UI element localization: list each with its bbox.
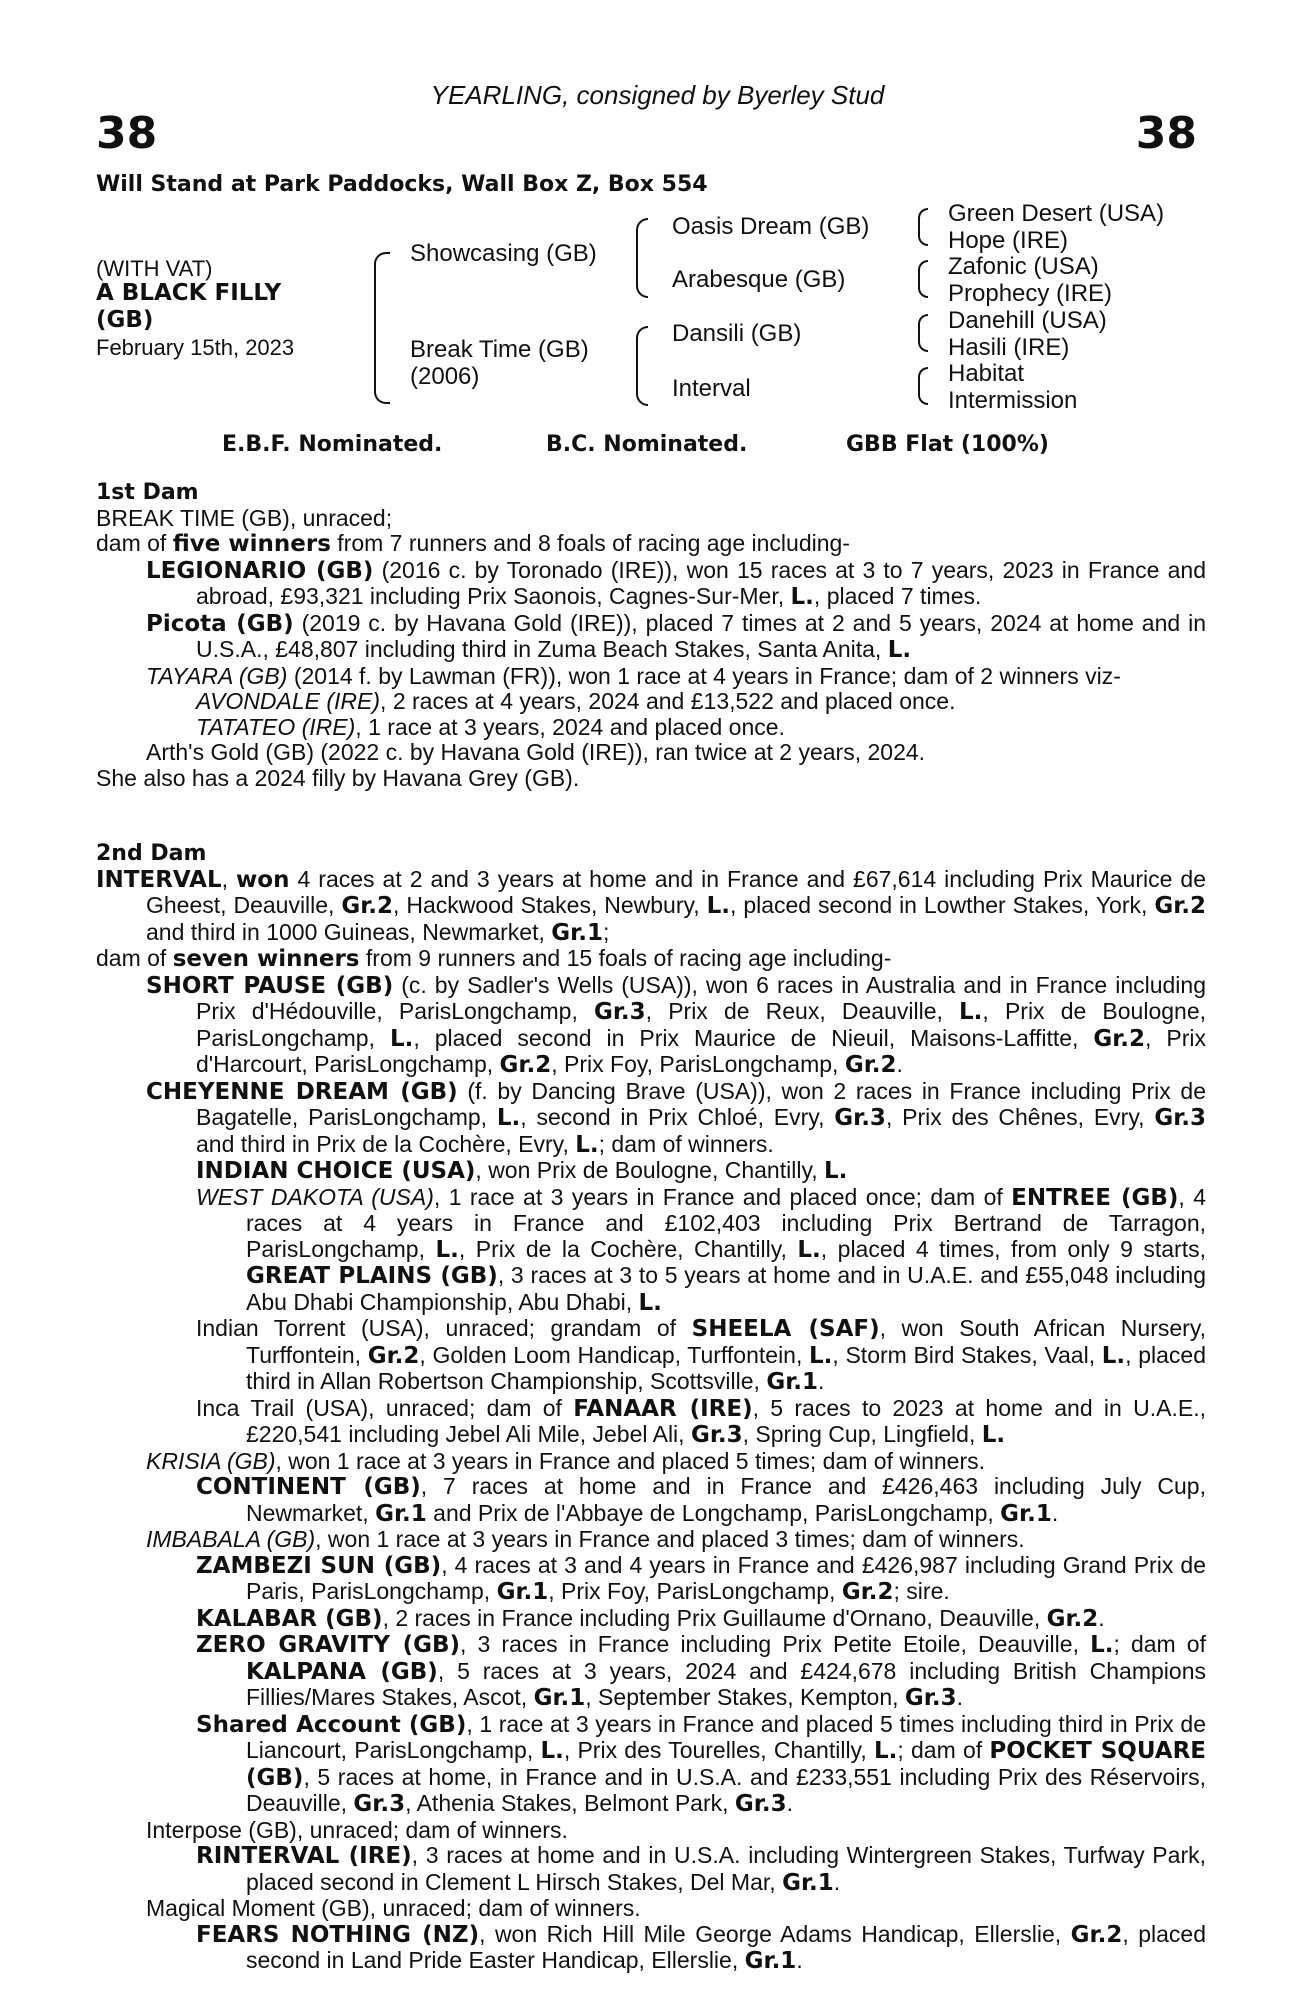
- pedigree-brace-main: [374, 252, 390, 404]
- ancestor-8: Intermission: [948, 387, 1078, 414]
- produce-2024-filly: She also has a 2024 filly by Havana Grey (GB).: [96, 764, 580, 791]
- produce-zero-gravity: ZERO GRAVITY (GB), 3 races in France including Prix Petite Etoile, Deauville, L.; dam of KALPANA (GB), 5 races at 3 years, 2024 and £424,678 including British Champions Fillies/Mares Stakes, Ascot, Gr.1, September Stakes, Kempton, Gr.3.: [196, 1631, 1206, 1711]
- ancestor-5: Danehill (USA): [948, 307, 1107, 334]
- pedigree-brace-g2: [918, 260, 928, 298]
- foaling-date: February 15th, 2023: [96, 335, 295, 360]
- ancestor-1: Green Desert (USA): [948, 200, 1165, 227]
- bc-nomination: B.C. Nominated.: [546, 432, 748, 457]
- produce-shared-account: Shared Account (GB), 1 race at 3 years in France and placed 5 times including third in Prix de Liancourt, ParisLongchamp, L., Prix des Tourelles, Chantilly, L.; dam of POCKET SQUARE (GB), 5 races at home, in France and in U.S.A. and £233,551 including Prix des Réservoirs, Deauville, Gr.3, Athenia Stakes, Belmont Park, Gr.3.: [196, 1710, 1207, 1817]
- dam-sire: Dansili (GB): [672, 320, 802, 347]
- pedigree-brace-sire: [636, 218, 648, 298]
- produce-avondale: AVONDALE (IRE), 2 races at 4 years, 2024 and £13,522 and placed once.: [196, 688, 956, 714]
- sire-dam: Arabesque (GB): [672, 266, 846, 293]
- dam-dam: Interval: [672, 375, 751, 402]
- dam-year: (2006): [410, 363, 480, 390]
- interval-record: INTERVAL, won 4 races at 2 and 3 years at home and in France and £67,614 including Prix Maurice de Gheest, Deauville, Gr.2, Hackwood Stakes, Newbury, L., placed second in Lowther Stakes, York, Gr.2 and third in 1000 Guineas, Newmarket, Gr.1;: [96, 865, 1206, 946]
- produce-rinterval: RINTERVAL (IRE), 3 races at home and in U.S.A. including Wintergreen Stakes, Turfway Park, placed second in Clement L Hirsch Stakes, Del Mar, Gr.1.: [196, 1842, 1206, 1896]
- ancestor-3: Zafonic (USA): [948, 253, 1099, 280]
- first-dam-line: BREAK TIME (GB), unraced;: [96, 504, 393, 531]
- produce-imbabala: IMBABALA (GB), won 1 race at 3 years in France and placed 3 times; dam of winners.: [146, 1526, 1025, 1552]
- produce-arths-gold: Arth's Gold (GB) (2022 c. by Havana Gold (IRE)), ran twice at 2 years, 2024.: [146, 739, 926, 765]
- stand-location: Will Stand at Park Paddocks, Wall Box Z, Box 554: [96, 172, 708, 197]
- produce-tayara: TAYARA (GB) (2014 f. by Lawman (FR)), won 1 race at 4 years in France; dam of 2 winners viz-: [146, 662, 1121, 689]
- gbb-nomination: GBB Flat (100%): [846, 432, 1049, 457]
- produce-tatateo: TATATEO (IRE), 1 race at 3 years, 2024 and placed once.: [196, 713, 785, 740]
- produce-short-pause: SHORT PAUSE (GB) (c. by Sadler's Wells (USA)), won 6 races in Australia and in France including Prix d'Hédouville, ParisLongchamp, Gr.3, Prix de Reux, Deauville, L., Prix de Boulogne, ParisLongchamp, L., placed second in Prix Maurice de Nieuil, Maisons-Laffitte, Gr.2, Prix d'Harcourt, ParisLongchamp, Gr.2, Prix Foy, ParisLongchamp, Gr.2.: [146, 971, 1206, 1078]
- lot-number-left: 38: [96, 108, 158, 159]
- pedigree-brace-g1: [918, 208, 928, 246]
- produce-cheyenne-dream: CHEYENNE DREAM (GB) (f. by Dancing Brave (USA)), won 2 races in France including Prix de Bagatelle, ParisLongchamp, L., second in Prix Chloé, Evry, Gr.3, Prix des Chênes, Evry, Gr.3 and third in Prix de la Cochère, Evry, L.; dam of winners.: [146, 1077, 1206, 1158]
- produce-indian-torrent: Indian Torrent (USA), unraced; grandam of SHEELA (SAF), won South African Nursery, Turffontein, Gr.2, Golden Loom Handicap, Turffontein, L., Storm Bird Stakes, Vaal, L., placed third in Allan Robertson Championship, Scottsville, Gr.1.: [196, 1315, 1206, 1395]
- second-dam-heading: 2nd Dam: [96, 841, 207, 866]
- produce-fears-nothing: FEARS NOTHING (NZ), won Rich Hill Mile George Adams Handicap, Ellerslie, Gr.2, placed second in Land Pride Easter Handicap, Ellerslie, Gr.1.: [196, 1920, 1206, 1974]
- ancestor-7: Habitat: [948, 360, 1025, 387]
- produce-inca-trail: Inca Trail (USA), unraced; dam of FANAAR (IRE), 5 races to 2023 at home and in U.A.E., £220,541 including Jebel Ali Mile, Jebel Ali, Gr.3, Spring Cup, Lingfield, L.: [196, 1394, 1206, 1448]
- produce-indian-choice: INDIAN CHOICE (USA), won Prix de Boulogne, Chantilly, L.: [196, 1157, 848, 1184]
- lot-number-right: 38: [1135, 108, 1197, 159]
- first-dam-heading: 1st Dam: [96, 480, 199, 505]
- dam: Break Time (GB): [410, 336, 589, 363]
- produce-picota: Picota (GB) (2019 c. by Havana Gold (IRE)), placed 7 times at 2 and 5 years, 2024 at home and in U.S.A., £48,807 including third in Zuma Beach Stakes, Santa Anita, L.: [146, 609, 1206, 663]
- first-dam-record: dam of five winners from 7 runners and 8 foals of racing age including-: [96, 530, 850, 557]
- produce-interpose: Interpose (GB), unraced; dam of winners.: [146, 1816, 568, 1843]
- produce-zambezi-sun: ZAMBEZI SUN (GB), 4 races at 3 and 4 years in France and £426,987 including Grand Prix de Paris, ParisLongchamp, Gr.1, Prix Foy, ParisLongchamp, Gr.2; sire.: [196, 1551, 1207, 1605]
- produce-krisia: KRISIA (GB), won 1 race at 3 years in France and placed 5 times; dam of winners.: [146, 1447, 986, 1474]
- produce-legionario: LEGIONARIO (GB) (2016 c. by Toronado (IRE)), won 15 races at 3 to 7 years, 2023 in France and abroad, £93,321 including Prix Saonois, Cagnes-Sur-Mer, L., placed 7 times.: [146, 556, 1206, 610]
- ebf-nomination: E.B.F. Nominated.: [222, 432, 443, 457]
- ancestor-6: Hasili (IRE): [948, 334, 1070, 361]
- ancestor-4: Prophecy (IRE): [948, 280, 1113, 307]
- pedigree-brace-dam: [636, 326, 648, 406]
- catalogue-body: [96, 480, 1206, 1975]
- sire: Showcasing (GB): [410, 240, 597, 267]
- produce-continent: CONTINENT (GB), 7 races at home and in France and £426,463 including July Cup, Newmarket, Gr.1 and Prix de l'Abbaye de Longchamp, ParisLongchamp, Gr.1.: [196, 1473, 1206, 1527]
- produce-kalabar: KALABAR (GB), 2 races in France including Prix Guillaume d'Ornano, Deauville, Gr.2.: [196, 1604, 1105, 1632]
- lot-name-line2: (GB): [96, 307, 154, 333]
- sire-sire: Oasis Dream (GB): [672, 213, 870, 240]
- pedigree-brace-g4: [918, 367, 928, 405]
- produce-magical-moment: Magical Moment (GB), unraced; dam of winners.: [146, 1895, 641, 1921]
- produce-west-dakota: WEST DAKOTA (USA), 1 race at 3 years in France and placed once; dam of ENTREE (GB), 4 races at 4 years in France and £102,403 including Prix Bertrand de Tarragon, ParisLongchamp, L., Prix de la Cochère, Chantilly, L., placed 4 times, from only 9 starts, GREAT PLAINS (GB), 3 races at 3 to 5 years at home and in U.A.E. and £55,048 including Abu Dhabi Championship, Abu Dhabi, L.: [196, 1183, 1207, 1316]
- interval-produce-summary: dam of seven winners from 9 runners and 15 foals of racing age including-: [96, 945, 892, 972]
- pedigree-brace-g3: [918, 314, 928, 352]
- lot-name-line1: A BLACK FILLY: [96, 280, 282, 306]
- consignment-line: YEARLING, consigned by Byerley Stud: [430, 80, 885, 110]
- vat-note: (WITH VAT): [96, 256, 213, 281]
- ancestor-2: Hope (IRE): [948, 227, 1069, 254]
